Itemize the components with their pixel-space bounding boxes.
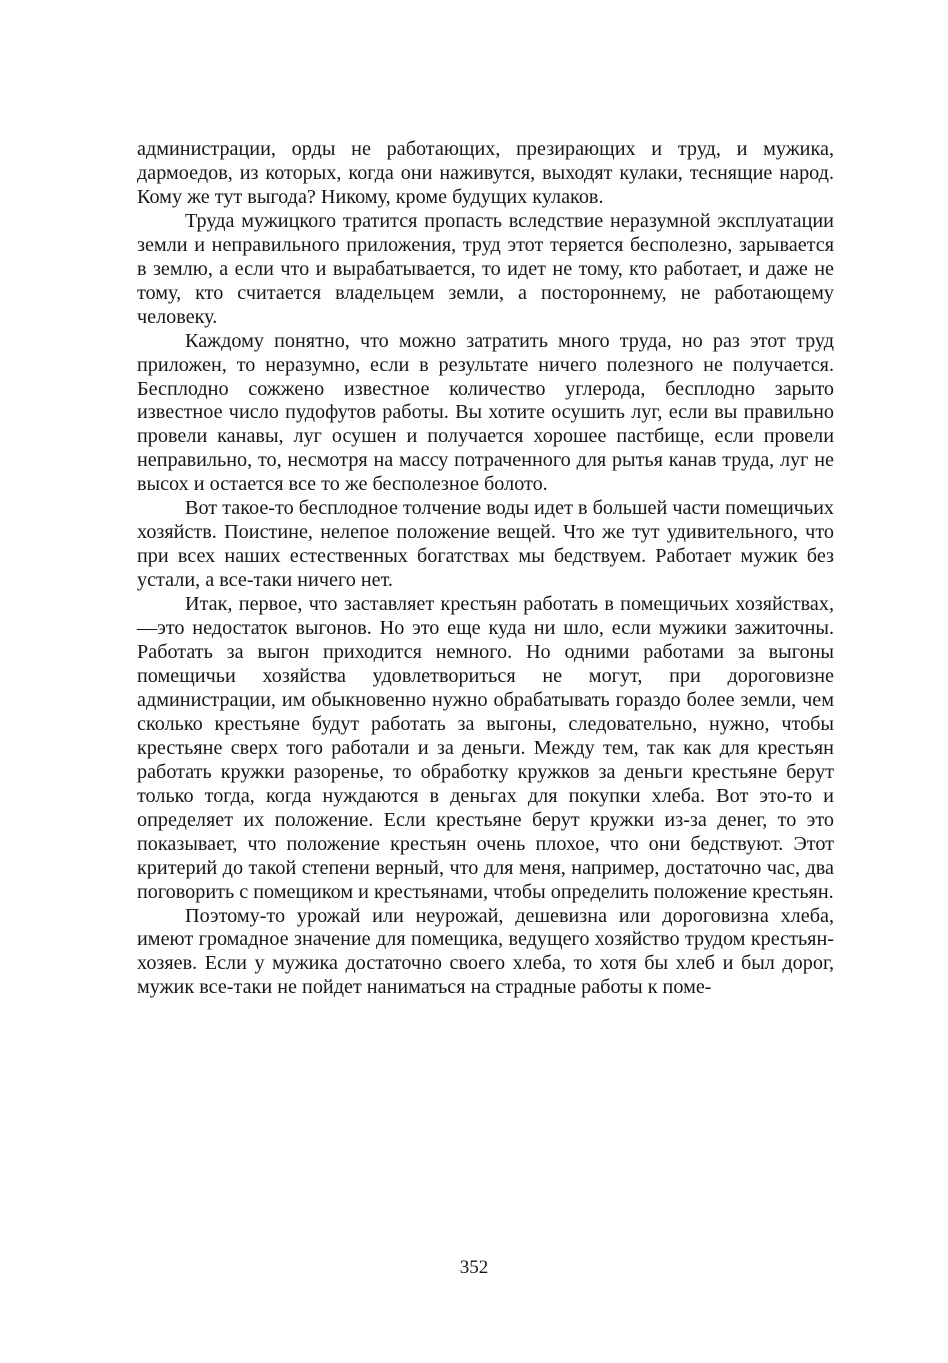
paragraph: Каждому понятно, что можно затратить много труда, но раз этот труд приложен, то неразумно, если в результате ничего полезного не получается. Бесплодно сожжено известное количество углерода, бесплодно зарыто известное число пудофутов работы. Вы хотите осушить луг, если вы правильно провели канавы, луг осушен и получается хорошее пастбище, если провели неправильно, то, несмотря на массу потраченного для рытья канав труда, луг не высох и остается все то же бесполезное болото. (137, 329, 834, 496)
paragraph: администрации, орды не работающих, презирающих и труд, и мужика, дармоедов, из которых, когда они наживутся, выходят кулаки, теснящие народ. Кому же тут выгода? Никому, кроме будущих кулаков. (137, 138, 834, 208)
paragraph: Итак, первое, что заставляет крестьян работать в помещичьих хозяйствах,—это недостаток выгонов. Но это еще куда ни шло, если мужики зажиточны. Работать за выгон приходится немного. Но одними работами за выгоны помещичьи хозяйства удовлетвориться не могут, при дороговизне администрации, им обыкновенно нужно обрабатывать гораздо более земли, чем сколько крестьяне будут работать за выгоны, следовательно, нужно, чтобы крестьяне сверх того работали и за деньги. Между тем, так как для крестьян работать кружки разоренье, то обработку кружков за деньги крестьяне берут только тогда, когда нуждаются в деньгах для покупки хлеба. Вот это-то и определяет их положение. Если крестьяне берут кружки из-за денег, то это показывает, что положение крестьян очень плохое, что они бедствуют. Этот критерий до такой степени верный, что для меня, например, достаточно час, два поговорить с помещиком и крестьянами, чтобы определить положение крестьян. (137, 593, 834, 903)
paragraph: Труда мужицкого тратится пропасть вследствие неразумной эксплуатации земли и неправильного приложения, труд этот теряется бесполезно, зарывается в землю, а если что и вырабатывается, то идет не тому, кто работает, и даже не тому, кто считается владельцем земли, а постороннему, не работающему человеку. (137, 209, 834, 328)
paragraph: Вот такое-то бесплодное толчение воды идет в большей части помещичьих хозяйств. Поистине, нелепое положение вещей. Что же тут удивительного, что при всех наших естественных богатствах мы бедствуем. Работает мужик без устали, а все-таки ничего нет. (137, 497, 834, 592)
paragraph: Поэтому-то урожай или неурожай, дешевизна или дороговизна хлеба, имеют громадное значение для помещика, ведущего хозяйство трудом крестьян-хозяев. Если у мужика достаточно своего хлеба, то хотя бы хлеб и был дорог, мужик все-таки не пойдет наниматься на страдные работы к поме- (137, 904, 834, 999)
page-text (137, 138, 834, 1000)
page-number: 352 (459, 1257, 489, 1278)
